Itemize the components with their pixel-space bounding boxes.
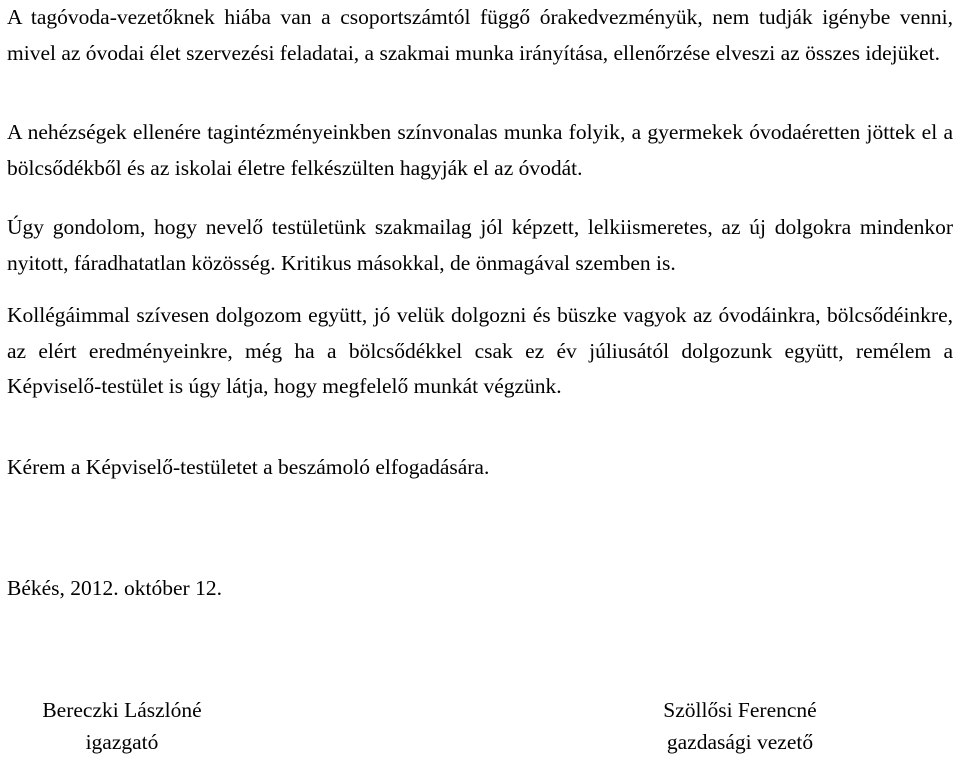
paragraph-3: Úgy gondolom, hogy nevelő testületünk szakmailag jól képzett, lelkiismeretes, az új dolgokra mindenkor nyitott, fáradhatatlan közösség. Kritikus másokkal, de önmagával szemben is.	[7, 215, 953, 275]
signatory-title: gazdasági vezető	[666, 730, 814, 754]
signatory-name: Szöllősi Ferencné	[663, 698, 817, 722]
paragraph-1: A tagóvoda-vezetőknek hiába van a csoportszámtól függő órakedvezményük, nem tudják igénybe venni, mivel az óvodai élet szervezési feladatai, a szakmai munka irányítása, ellenőrzése elveszi az összes idejüket.	[7, 5, 953, 65]
signature-block-left	[17, 694, 227, 758]
closing-request: Kérem a Képviselő-testületet a beszámoló elfogadására.	[7, 455, 490, 479]
place-and-date: Békés, 2012. október 12.	[7, 576, 222, 600]
paragraph-2: A nehézségek ellenére tagintézményeinkben színvonalas munka folyik, a gyermekek óvodaéretten jöttek el a bölcsődékből és az iskolai életre felkészülten hagyják el az óvodát.	[7, 120, 953, 180]
signatory-title: igazgató	[85, 730, 159, 754]
signature-block-right	[635, 694, 845, 758]
signatory-name: Bereczki Lászlóné	[42, 698, 202, 722]
paragraph-4: Kollégáimmal szívesen dolgozom együtt, jó velük dolgozni és büszke vagyok az óvodáinkra, bölcsődéinkre, az elért eredményeinkre, még ha a bölcsődékkel csak ez év júliusától dolgozunk együtt, remélem a Képviselő-testület is úgy látja, hogy megfelelő munkát végzünk.	[7, 303, 953, 399]
